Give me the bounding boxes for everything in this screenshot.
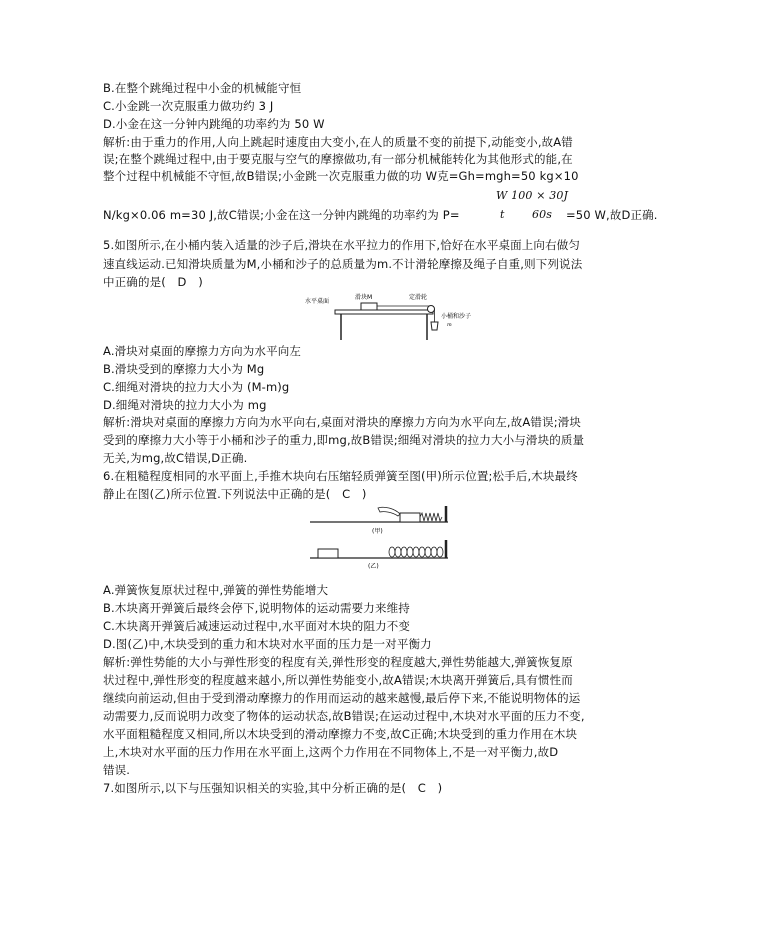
q5-analysis-line: 受到的摩擦力大小等于小桶和沙子的重力,即mg,故B错误;细绳对滑块的拉力大小与滑块的质量 (103, 433, 585, 447)
q5-stem-line: 速直线运动.已知滑块质量为M,小桶和沙子的总质量为m.不计滑轮摩擦及绳子自重,则下列说法 (103, 257, 583, 271)
label-yi: (乙) (368, 563, 379, 570)
q5-option-a: A.滑块对桌面的摩擦力方向为水平向左 (103, 344, 302, 358)
q5-option-b: B.滑块受到的摩擦力大小为 Mg (103, 362, 265, 376)
q4-option-d: D.小金在这一分钟内跳绳的功率约为 50 W (103, 117, 325, 131)
q4-analysis-line: 整个过程中机械能不守恒,故B错误;小金跳一次克服重力做的功 W克=Gh=mgh=50 kg×10 (103, 169, 579, 183)
q7-stem: 7.如图所示,以下与压强知识相关的实验,其中分析正确的是( C ) (103, 781, 443, 795)
label-pulley: 定滑轮 (409, 294, 428, 301)
q6-stem-line: 静止在图(乙)所示位置.下列说法中正确的是( C ) (103, 487, 367, 501)
label-m: m (447, 322, 452, 328)
q6-stem-line: 6.在粗糙程度相同的水平面上,手推木块向右压缩轻质弹簧至图(甲)所示位置;松手后,木块最终 (103, 469, 578, 483)
q6-figure (310, 498, 452, 570)
q6-analysis-line: 动需要力,反而说明力改变了物体的运动状态,故B错误;在运动过程中,木块对水平面的压力不变, (103, 709, 585, 723)
q4-formula-60s: 60s (532, 208, 553, 221)
compressed-spring (420, 513, 442, 521)
q6-option-a: A.弹簧恢复原状过程中,弹簧的弹性势能增大 (103, 583, 329, 597)
q5-stem-line: 中正确的是( D ) (103, 275, 203, 289)
q6-option-b: B.木块离开弹簧后最终会停下,说明物体的运动需要力来维持 (103, 601, 410, 615)
q4-formula-t: t (500, 208, 505, 221)
q4-option-c: C.小金跳一次克服重力做功约 3 J (103, 99, 274, 113)
q4-analysis-line: 误;在整个跳绳过程中,由于要克服与空气的摩擦做功,有一部分机械能转化为其他形式的能,在 (103, 152, 573, 166)
q6-analysis-line: 错误. (103, 763, 131, 777)
label-block: 滑块M (355, 294, 373, 301)
q6-option-c: C.木块离开弹簧后减速运动过程中,水平面对木块的阻力不变 (103, 619, 411, 633)
pulley-icon (428, 306, 435, 313)
q6-option-d: D.图(乙)中,木块受到的重力和木块对水平面的压力是一对平衡力 (103, 637, 432, 651)
label-bucket: 小桶和沙子 (441, 313, 472, 320)
q4-analysis-last-a: N/kg×0.06 m=30 J,故C错误;小金在这一分钟内跳绳的功率约为 P= (103, 208, 460, 222)
block (361, 303, 377, 310)
hand-icon (378, 507, 400, 516)
q5-analysis-line: 解析:滑块对桌面的摩擦力方向为水平向右,桌面对滑块的摩擦力方向为水平向左,故A错误;滑块 (103, 415, 582, 429)
q5-option-d: D.细绳对滑块的拉力大小为 mg (103, 398, 267, 412)
q5-analysis-line: 无关,为mg,故C错误,D正确. (103, 451, 248, 465)
q6-analysis-line: 上,木块对水平面的压力作用在水平面上,这两个力作用在不同物体上,不是一对平衡力,故D (103, 745, 559, 759)
q5-option-c: C.细绳对滑块的拉力大小为 (M-m)g (103, 380, 290, 394)
q6-analysis-line: 继续向前运动,但由于受到滑动摩擦力的作用而运动的越来越慢,最后停下来,不能说明物体的运 (103, 691, 581, 705)
label-table: 水平桌面 (305, 298, 330, 305)
table-top (335, 310, 433, 314)
label-jia: (甲) (372, 528, 383, 535)
q4-formula-numerator: W 100 × 30J (496, 189, 569, 202)
q4-option-b: B.在整个跳绳过程中小金的机械能守恒 (103, 81, 302, 95)
q5-figure (305, 290, 475, 342)
q6-analysis-line: 解析:弹性势能的大小与弹性形变的程度有关,弹性形变的程度越大,弹性势能越大,弹簧恢复原 (103, 655, 573, 669)
bucket-icon (431, 322, 438, 330)
q6-analysis-line: 状过程中,弹性形变的程度越来越小,所以弹性势能变小,故A错误;木块离开弹簧后,具有惯性而 (103, 673, 573, 687)
q4-analysis-line: 解析:由于重力的作用,人向上跳起时速度由大变小,在人的质量不变的前提下,动能变小,故A错 (103, 135, 573, 149)
q4-analysis-last-b: =50 W,故D正确. (566, 208, 658, 222)
wood-block (400, 513, 420, 522)
wood-block (318, 549, 338, 558)
relaxed-spring (389, 547, 443, 557)
q6-analysis-line: 水平面粗糙程度又相同,所以木块受到的滑动摩擦力不变,故C正确;木块受到的重力作用在木块 (103, 727, 578, 741)
q5-stem-line: 5.如图所示,在小桶内装入适量的沙子后,滑块在水平拉力的作用下,恰好在水平桌面上向右做匀 (103, 238, 581, 252)
